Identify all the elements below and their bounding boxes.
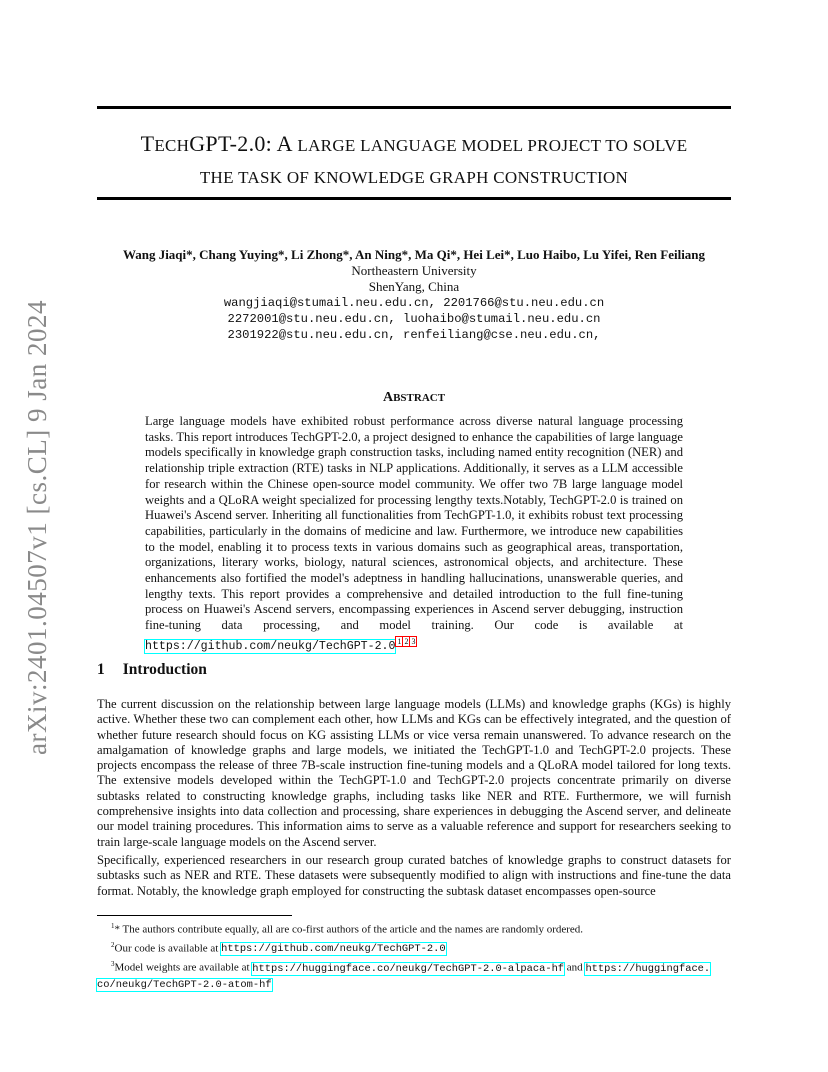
section-heading <box>97 661 207 679</box>
author-names: Wang Jiaqi*, Chang Yuying*, Li Zhong*, An Ning*, Ma Qi*, Hei Lei*, Luo Haibo, Lu Yifei, Ren Feiliang <box>122 247 706 262</box>
title-rule-top <box>97 106 731 109</box>
footnote-weights-link-2-cont[interactable]: co/neukg/TechGPT-2.0-atom-hf <box>97 978 272 991</box>
code-link[interactable]: https://github.com/neukg/TechGPT-2.0 <box>145 640 396 654</box>
body-paragraph: The current discussion on the relationship between large language models (LLMs) and knowledge graphs (KGs) is highly active. Whether these two can complement each other, how LLMs and KGs can be effectively integrated, and the question of whether future research should focus on KG assisting LLMs or vice versa remain unanswered. To advance research on the amalgamation of knowledge graphs and large models, we initiated the TechGPT-1.0 and TechGPT-2.0 projects. These projects encompass the release of three 7B-scale instruction fine-tuning models and a QLoRA model tailored for long texts. The extensive models developed within the TechGPT-1.0 and TechGPT-2.0 projects concentrate primarily on diverse subtasks related to constructing knowledge graphs, including tasks like NER and RTE. Furthermore, we will furnish comprehensive insights into data collection and processing, share experiences in debugging the Ascend server, and delineate our model training procedures. This information aims to serve as a valuable reference and support for researchers seeking to train large-scale language models on the Ascend server. <box>97 697 731 849</box>
title-cap: T <box>140 131 155 156</box>
body-paragraph: Specifically, experienced researchers in our research group curated batches of knowledge graphs to construct datasets for subtasks such as NER and RTE. These datasets were subsequently modified to align with instructions and fine-tune the data format. Notably, the knowledge graph employed for constructing the subtask dataset encompasses open-source <box>97 853 731 898</box>
footnotes <box>97 919 731 993</box>
footnote-1: $^1$* The authors contribute equally, all are co-first authors of the article and the names are randomly ordered. <box>111 922 584 936</box>
title-rule-bottom <box>97 197 731 200</box>
location: ShenYang, China <box>368 279 460 294</box>
footnote-weights-link-1[interactable]: https://huggingface.co/neukg/TechGPT-2.0-alpaca-hf <box>252 962 565 975</box>
title-main: GPT-2.0: A <box>189 131 293 156</box>
footnote-2: $^2$Our code is available at https://github.com/neukg/TechGPT-2.0 <box>111 940 446 956</box>
paper-title <box>97 128 731 194</box>
footnote-ref-2[interactable]: 2 <box>404 636 409 646</box>
abstract-body: Large language models have exhibited robust performance across diverse natural language processing tasks. This report introduces TechGPT-2.0, a project designed to enhance the capabilities of large language models specifically in knowledge graph construction tasks, including named entity recognition (NER) and relationship triple extraction (RTE) tasks in NLP applications. Additionally, it serves as a LLM accessible for research within the Chinese open-source model community. We offer two 7B large language model weights and a QLoRA weight specialized for processing lengthy texts.Notably, TechGPT-2.0 is trained on Huawei's Ascend server. Inheriting all functionalities from TechGPT-1.0, it exhibits robust text processing capabilities, particularly in the domains of medicine and law. Furthermore, we introduce new capabilities to the model, enabling it to process texts in various domains such as geographical areas, transportation, organizations, literary works, biology, natural sciences, astronomical objects, and architecture. These enhancements also fortified the model's adeptness in handling hallucinations, unanswerable queries, and lengthy texts. This report provides a comprehensive and detailed introduction to the full fine-tuning process on Huawei's Ascend servers, encompassing experiences in Ascend server debugging, instruction fine-tuning data processing, and model training. Our code is available at <box>145 414 683 633</box>
title-smallcaps-2: LARGE LANGUAGE MODEL PROJECT TO SOLVE <box>292 136 688 155</box>
footnote-rule <box>97 915 292 916</box>
email-line: 2272001@stu.neu.edu.cn, luohaibo@stumail.neu.edu.cn <box>227 312 601 326</box>
author-block <box>60 247 768 343</box>
affiliation: Northeastern University <box>351 263 477 278</box>
section-title: Introduction <box>122 661 207 678</box>
title-line-2: THE TASK OF KNOWLEDGE GRAPH CONSTRUCTION <box>199 168 629 187</box>
arxiv-identifier: arXiv:2401.04507v1 [cs.CL] 9 Jan 2024 <box>22 300 52 755</box>
abstract-heading: ABSTRACT <box>382 390 446 405</box>
footnote-weights-link-2[interactable]: https://huggingface. <box>585 962 711 975</box>
footnote-ref-1[interactable]: 1 <box>397 636 402 646</box>
title-smallcaps-1: ECH <box>154 136 190 155</box>
footnote-code-link[interactable]: https://github.com/neukg/TechGPT-2.0 <box>221 943 446 956</box>
section-number: 1 <box>97 661 105 678</box>
footnote-3: $^3$Model weights are available at https://huggingface.co/neukg/TechGPT-2.0-alpaca-hf and https://huggingface. co/neukg/TechGPT-2.0-atom-hf <box>97 960 711 991</box>
email-line: wangjiaqi@stumail.neu.edu.cn, 2201766@stu.neu.edu.cn <box>223 296 605 310</box>
email-line: 2301922@stu.neu.edu.cn, renfeiliang@cse.neu.edu.cn, <box>227 328 601 342</box>
abstract-text <box>145 414 683 655</box>
footnote-ref-3[interactable]: 3 <box>411 636 416 646</box>
